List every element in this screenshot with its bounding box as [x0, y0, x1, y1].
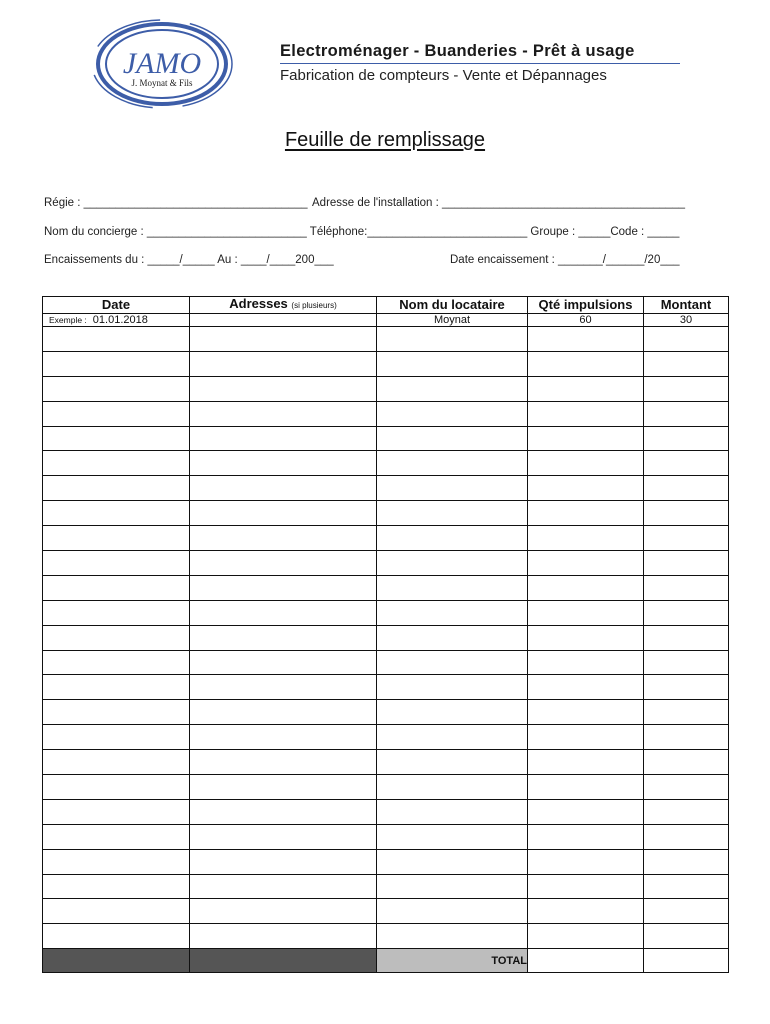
table-row [43, 924, 729, 949]
montant-cell[interactable] [644, 799, 729, 824]
company-logo [88, 18, 236, 110]
table-header-row [43, 297, 729, 314]
adresse-cell[interactable] [190, 600, 377, 625]
locataire-cell[interactable] [377, 426, 528, 451]
adresse-cell[interactable] [190, 650, 377, 675]
date-cell[interactable] [43, 650, 190, 675]
adresse-cell[interactable] [190, 849, 377, 874]
locataire-cell[interactable] [377, 327, 528, 352]
impulsions-cell[interactable] [528, 899, 644, 924]
table-row [43, 600, 729, 625]
locataire-cell[interactable] [377, 376, 528, 401]
impulsions-cell[interactable] [528, 725, 644, 750]
montant-cell[interactable] [644, 376, 729, 401]
column-header-impulsions [528, 297, 644, 314]
montant-cell[interactable] [644, 750, 729, 775]
date-cell[interactable] [43, 700, 190, 725]
table-row [43, 376, 729, 401]
montant-header-label: Montant [660, 297, 712, 312]
impulsions-cell[interactable] [528, 376, 644, 401]
montant-cell[interactable] [644, 600, 729, 625]
date-cell[interactable] [43, 501, 190, 526]
montant-cell[interactable] [644, 476, 729, 501]
impulsions-cell[interactable] [528, 401, 644, 426]
column-header-montant [644, 297, 729, 314]
table-row [43, 327, 729, 352]
date-cell[interactable] [43, 600, 190, 625]
montant-cell[interactable] [644, 775, 729, 800]
impulsions-cell[interactable] [528, 849, 644, 874]
date-cell[interactable] [43, 476, 190, 501]
column-header-locataire [377, 297, 528, 314]
adresse-cell[interactable] [190, 725, 377, 750]
date-cell[interactable] [43, 451, 190, 476]
example-montant-cell[interactable]: 30 [644, 314, 729, 327]
locataire-cell[interactable] [377, 351, 528, 376]
table-row [43, 625, 729, 650]
impulsions-cell[interactable] [528, 675, 644, 700]
concierge-phone-group-field[interactable]: Nom du concierge : _________________________ Téléphone:_________________________ Groupe : _____Code : _____ [44, 226, 680, 238]
adresse-cell[interactable] [190, 376, 377, 401]
montant-cell[interactable] [644, 824, 729, 849]
locataire-cell[interactable] [377, 501, 528, 526]
impulsions-cell[interactable] [528, 650, 644, 675]
logo-mark [88, 18, 236, 110]
locataire-cell[interactable] [377, 799, 528, 824]
logo-subtitle-text: J. Moynat & Fils [131, 78, 193, 88]
adresse-cell[interactable] [190, 924, 377, 949]
montant-cell[interactable] [644, 924, 729, 949]
date-cell[interactable] [43, 849, 190, 874]
impulsions-cell[interactable] [528, 799, 644, 824]
date-cell[interactable] [43, 799, 190, 824]
logo-brand-text: JAMO [122, 47, 202, 80]
montant-cell[interactable] [644, 849, 729, 874]
date-cell[interactable] [43, 775, 190, 800]
table-row [43, 650, 729, 675]
montant-cell[interactable] [644, 874, 729, 899]
total-label-cell [377, 949, 528, 973]
date-cell[interactable] [43, 675, 190, 700]
date-cell[interactable] [43, 327, 190, 352]
locataire-cell[interactable] [377, 675, 528, 700]
adresse-cell[interactable] [190, 327, 377, 352]
entries-table [42, 296, 729, 973]
date-cell[interactable] [43, 351, 190, 376]
table-row [43, 451, 729, 476]
date-encaissement-field[interactable]: Date encaissement : _______/______/20___ [450, 254, 680, 266]
locataire-cell[interactable] [377, 600, 528, 625]
table-body [43, 314, 729, 949]
locataire-cell[interactable] [377, 650, 528, 675]
locataire-cell[interactable] [377, 849, 528, 874]
example-date-cell[interactable] [43, 314, 190, 327]
table-row [43, 426, 729, 451]
date-cell[interactable] [43, 874, 190, 899]
montant-cell[interactable] [644, 575, 729, 600]
montant-cell[interactable] [644, 401, 729, 426]
locataire-cell[interactable] [377, 451, 528, 476]
table-row [43, 799, 729, 824]
table-row [43, 476, 729, 501]
total-montant-cell[interactable] [644, 949, 729, 973]
table-row [43, 700, 729, 725]
date-header-label: Date [101, 297, 131, 312]
example-label: Exemple : [49, 314, 87, 325]
regie-field[interactable]: Régie : ___________________________________ [44, 197, 308, 209]
column-header-date [43, 297, 190, 314]
example-row [43, 314, 729, 327]
adresse-installation-field[interactable]: Adresse de l'installation : ______________________________________ [312, 197, 686, 209]
example-locataire-cell[interactable]: Moynat [377, 314, 528, 327]
adresse-cell[interactable] [190, 750, 377, 775]
montant-cell[interactable] [644, 700, 729, 725]
company-header [280, 42, 680, 84]
locataire-cell[interactable] [377, 874, 528, 899]
impulsions-cell[interactable] [528, 476, 644, 501]
impulsions-cell[interactable] [528, 700, 644, 725]
locataire-cell[interactable] [377, 401, 528, 426]
montant-cell[interactable] [644, 625, 729, 650]
impulsions-cell[interactable] [528, 625, 644, 650]
impulsions-cell[interactable] [528, 501, 644, 526]
locataire-cell[interactable] [377, 476, 528, 501]
table-row [43, 750, 729, 775]
montant-cell[interactable] [644, 526, 729, 551]
adresse-cell[interactable] [190, 775, 377, 800]
table-row [43, 351, 729, 376]
table-row [43, 501, 729, 526]
adresse-cell[interactable] [190, 526, 377, 551]
montant-cell[interactable] [644, 899, 729, 924]
adresse-cell[interactable] [190, 799, 377, 824]
total-filler-date [43, 949, 190, 973]
impulsions-cell[interactable] [528, 924, 644, 949]
locataire-cell[interactable] [377, 775, 528, 800]
montant-cell[interactable] [644, 327, 729, 352]
table-row [43, 775, 729, 800]
date-cell[interactable] [43, 924, 190, 949]
example-date: 01.01.2018 [92, 313, 148, 326]
locataire-cell[interactable] [377, 899, 528, 924]
impulsions-cell[interactable] [528, 775, 644, 800]
date-cell[interactable] [43, 526, 190, 551]
adresse-cell[interactable] [190, 551, 377, 576]
montant-cell[interactable] [644, 650, 729, 675]
adresse-cell[interactable] [190, 675, 377, 700]
company-tagline: Electroménager - Buanderies - Prêt à usage [280, 42, 680, 64]
table-row [43, 725, 729, 750]
table-row [43, 849, 729, 874]
table-row [43, 575, 729, 600]
montant-cell[interactable] [644, 501, 729, 526]
adresse-cell[interactable] [190, 575, 377, 600]
locataire-cell[interactable] [377, 750, 528, 775]
impulsions-cell[interactable] [528, 551, 644, 576]
montant-cell[interactable] [644, 426, 729, 451]
adresse-cell[interactable] [190, 625, 377, 650]
adresses-header-label: Adresses [229, 296, 288, 311]
date-cell[interactable] [43, 725, 190, 750]
impulsions-cell[interactable] [528, 575, 644, 600]
example-impulsions-cell[interactable]: 60 [528, 314, 644, 327]
impulsions-cell[interactable] [528, 351, 644, 376]
date-cell[interactable] [43, 426, 190, 451]
locataire-cell[interactable] [377, 924, 528, 949]
locataire-cell[interactable] [377, 725, 528, 750]
montant-cell[interactable] [644, 725, 729, 750]
adresse-cell[interactable] [190, 824, 377, 849]
impulsions-cell[interactable] [528, 824, 644, 849]
document-title: Feuille de remplissage [284, 129, 486, 151]
column-header-adresses [190, 297, 377, 314]
montant-cell[interactable] [644, 675, 729, 700]
montant-cell[interactable] [644, 451, 729, 476]
adresse-cell[interactable] [190, 476, 377, 501]
adresse-cell[interactable] [190, 874, 377, 899]
impulsions-cell[interactable] [528, 526, 644, 551]
total-row [43, 949, 729, 973]
locataire-cell[interactable] [377, 575, 528, 600]
example-adresse-cell[interactable] [190, 314, 377, 327]
date-cell[interactable] [43, 376, 190, 401]
impulsions-header-label: Qté impulsions [538, 297, 633, 312]
table-row [43, 874, 729, 899]
total-label: TOTAL [491, 954, 527, 967]
montant-cell[interactable] [644, 551, 729, 576]
adresse-cell[interactable] [190, 899, 377, 924]
table-row [43, 824, 729, 849]
impulsions-cell[interactable] [528, 750, 644, 775]
adresse-cell[interactable] [190, 501, 377, 526]
impulsions-cell[interactable] [528, 600, 644, 625]
impulsions-cell[interactable] [528, 426, 644, 451]
table-row [43, 675, 729, 700]
date-cell[interactable] [43, 750, 190, 775]
total-filler-adresses [190, 949, 377, 973]
impulsions-cell[interactable] [528, 327, 644, 352]
date-cell[interactable] [43, 551, 190, 576]
adresse-cell[interactable] [190, 700, 377, 725]
locataire-cell[interactable] [377, 551, 528, 576]
locataire-cell[interactable] [377, 625, 528, 650]
date-cell[interactable] [43, 824, 190, 849]
locataire-cell[interactable] [377, 526, 528, 551]
locataire-cell[interactable] [377, 700, 528, 725]
adresse-cell[interactable] [190, 451, 377, 476]
adresses-header-note: (si plusieurs) [291, 301, 337, 310]
locataire-header-label: Nom du locataire [399, 297, 505, 312]
montant-cell[interactable] [644, 351, 729, 376]
date-cell[interactable] [43, 575, 190, 600]
encaissements-period-field[interactable]: Encaissements du : _____/_____ Au : ____/____200___ [44, 254, 334, 266]
date-cell[interactable] [43, 401, 190, 426]
impulsions-cell[interactable] [528, 874, 644, 899]
adresse-cell[interactable] [190, 426, 377, 451]
date-cell[interactable] [43, 899, 190, 924]
date-cell[interactable] [43, 625, 190, 650]
table-row [43, 899, 729, 924]
adresse-cell[interactable] [190, 351, 377, 376]
locataire-cell[interactable] [377, 824, 528, 849]
table-row [43, 551, 729, 576]
total-impulsions-cell[interactable] [528, 949, 644, 973]
impulsions-cell[interactable] [528, 451, 644, 476]
company-services: Fabrication de compteurs - Vente et Dépannages [280, 67, 607, 84]
adresse-cell[interactable] [190, 401, 377, 426]
table-row [43, 401, 729, 426]
table-row [43, 526, 729, 551]
